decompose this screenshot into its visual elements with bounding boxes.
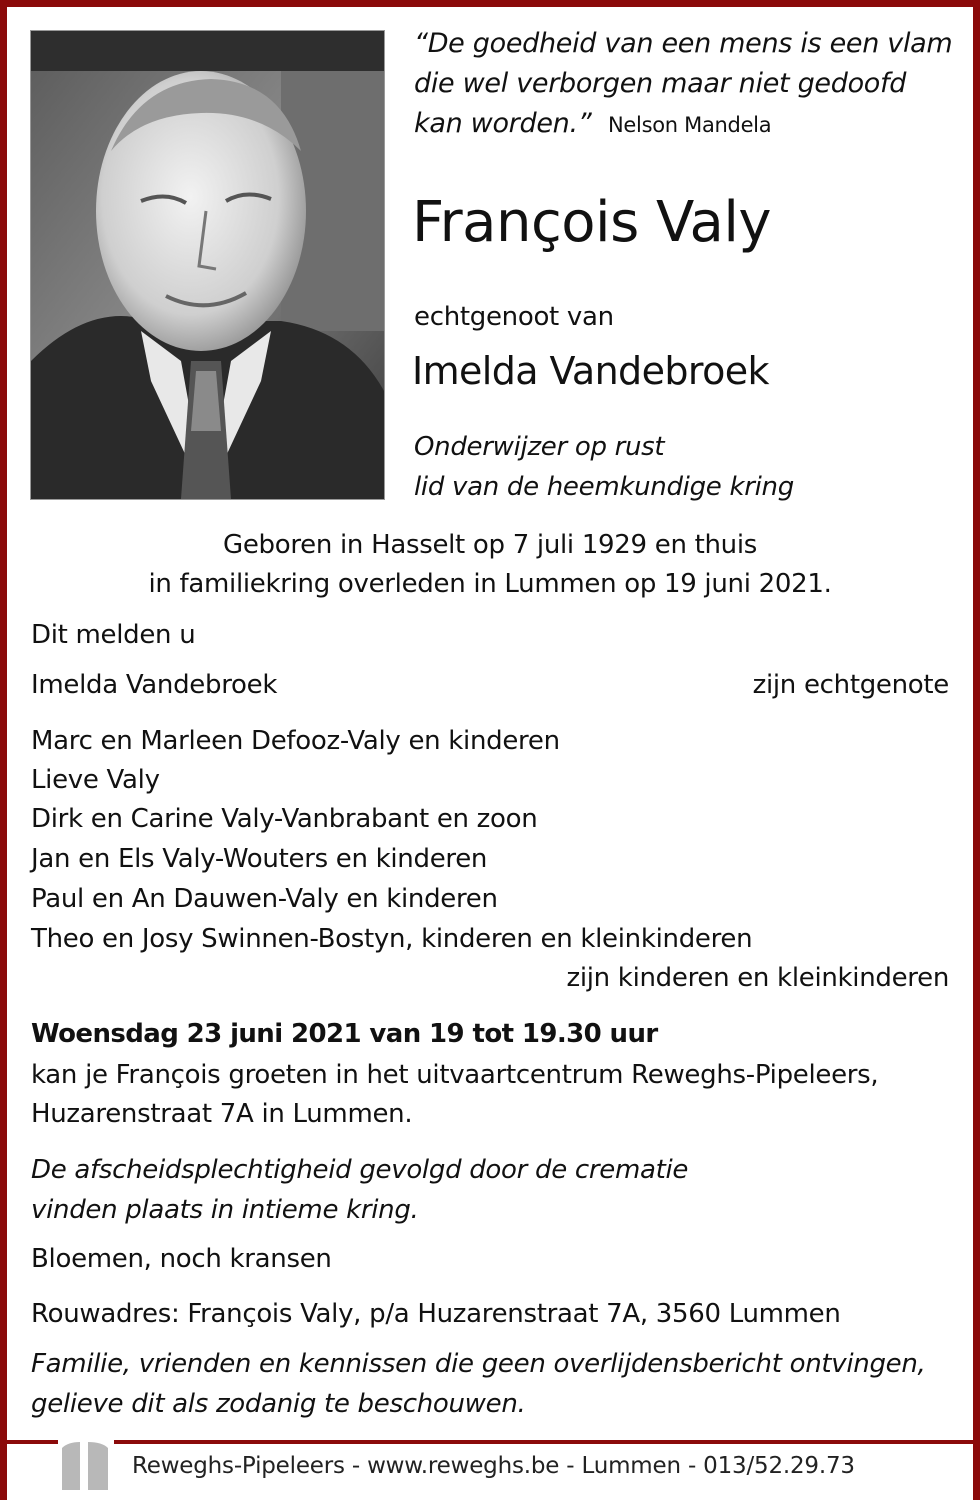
- funeral-home-logo-icon: [58, 1434, 114, 1492]
- visitation-date: Woensdag 23 juni 2021 van 19 tot 19.30 uur: [31, 1019, 658, 1049]
- announcers-intro: Dit melden u: [31, 620, 196, 650]
- mourning-address: Rouwadres: François Valy, p/a Huzarenstraat 7A, 3560 Lummen: [31, 1299, 841, 1329]
- announcer-spouse: Imelda Vandebroek: [31, 670, 278, 700]
- deceased-name: François Valy: [412, 190, 772, 255]
- notice-line-1: Familie, vrienden en kennissen die geen overlijdensbericht ontvingen,: [31, 1349, 926, 1379]
- child-line: Jan en Els Valy-Wouters en kinderen: [31, 844, 488, 874]
- quote-line-2: die wel verborgen maar niet gedoofd: [414, 68, 907, 99]
- quote-line-3-text: kan worden.”: [414, 108, 592, 139]
- quote-author: Nelson Mandela: [608, 113, 772, 137]
- portrait-photo: [30, 30, 385, 500]
- role-line-1: Onderwijzer op rust: [414, 432, 665, 462]
- relation-label: echtgenoot van: [414, 302, 614, 332]
- footer-contact: Reweghs-Pipeleers - www.reweghs.be - Lummen - 013/52.29.73: [132, 1453, 855, 1479]
- announcer-spouse-label: zijn echtgenote: [752, 670, 949, 700]
- spouse-name: Imelda Vandebroek: [412, 349, 769, 393]
- child-line: Theo en Josy Swinnen-Bostyn, kinderen en kleinkinderen: [31, 924, 753, 954]
- child-line: Dirk en Carine Valy-Vanbrabant en zoon: [31, 804, 538, 834]
- ceremony-line-1: De afscheidsplechtigheid gevolgd door de crematie: [31, 1155, 689, 1185]
- quote-line-3: [414, 104, 771, 145]
- child-line: Paul en An Dauwen-Valy en kinderen: [31, 884, 498, 914]
- flowers-note: Bloemen, noch kransen: [31, 1244, 332, 1274]
- role-line-2: lid van de heemkundige kring: [414, 472, 794, 502]
- footer-divider: [0, 1440, 980, 1444]
- child-line: Lieve Valy: [31, 765, 160, 795]
- died-line: in familiekring overleden in Lummen op 19 juni 2021.: [148, 569, 832, 599]
- notice-line-2: gelieve dit als zodanig te beschouwen.: [31, 1389, 526, 1419]
- children-label: zijn kinderen en kleinkinderen: [566, 963, 949, 993]
- visitation-line-1: kan je François groeten in het uitvaartcentrum Reweghs-Pipeleers,: [31, 1060, 879, 1090]
- quote-line-1: “De goedheid van een mens is een vlam: [414, 28, 953, 59]
- visitation-line-2: Huzarenstraat 7A in Lummen.: [31, 1099, 413, 1129]
- child-line: Marc en Marleen Defooz-Valy en kinderen: [31, 726, 560, 756]
- born-line: Geboren in Hasselt op 7 juli 1929 en thuis: [222, 530, 758, 560]
- ceremony-line-2: vinden plaats in intieme kring.: [31, 1195, 419, 1225]
